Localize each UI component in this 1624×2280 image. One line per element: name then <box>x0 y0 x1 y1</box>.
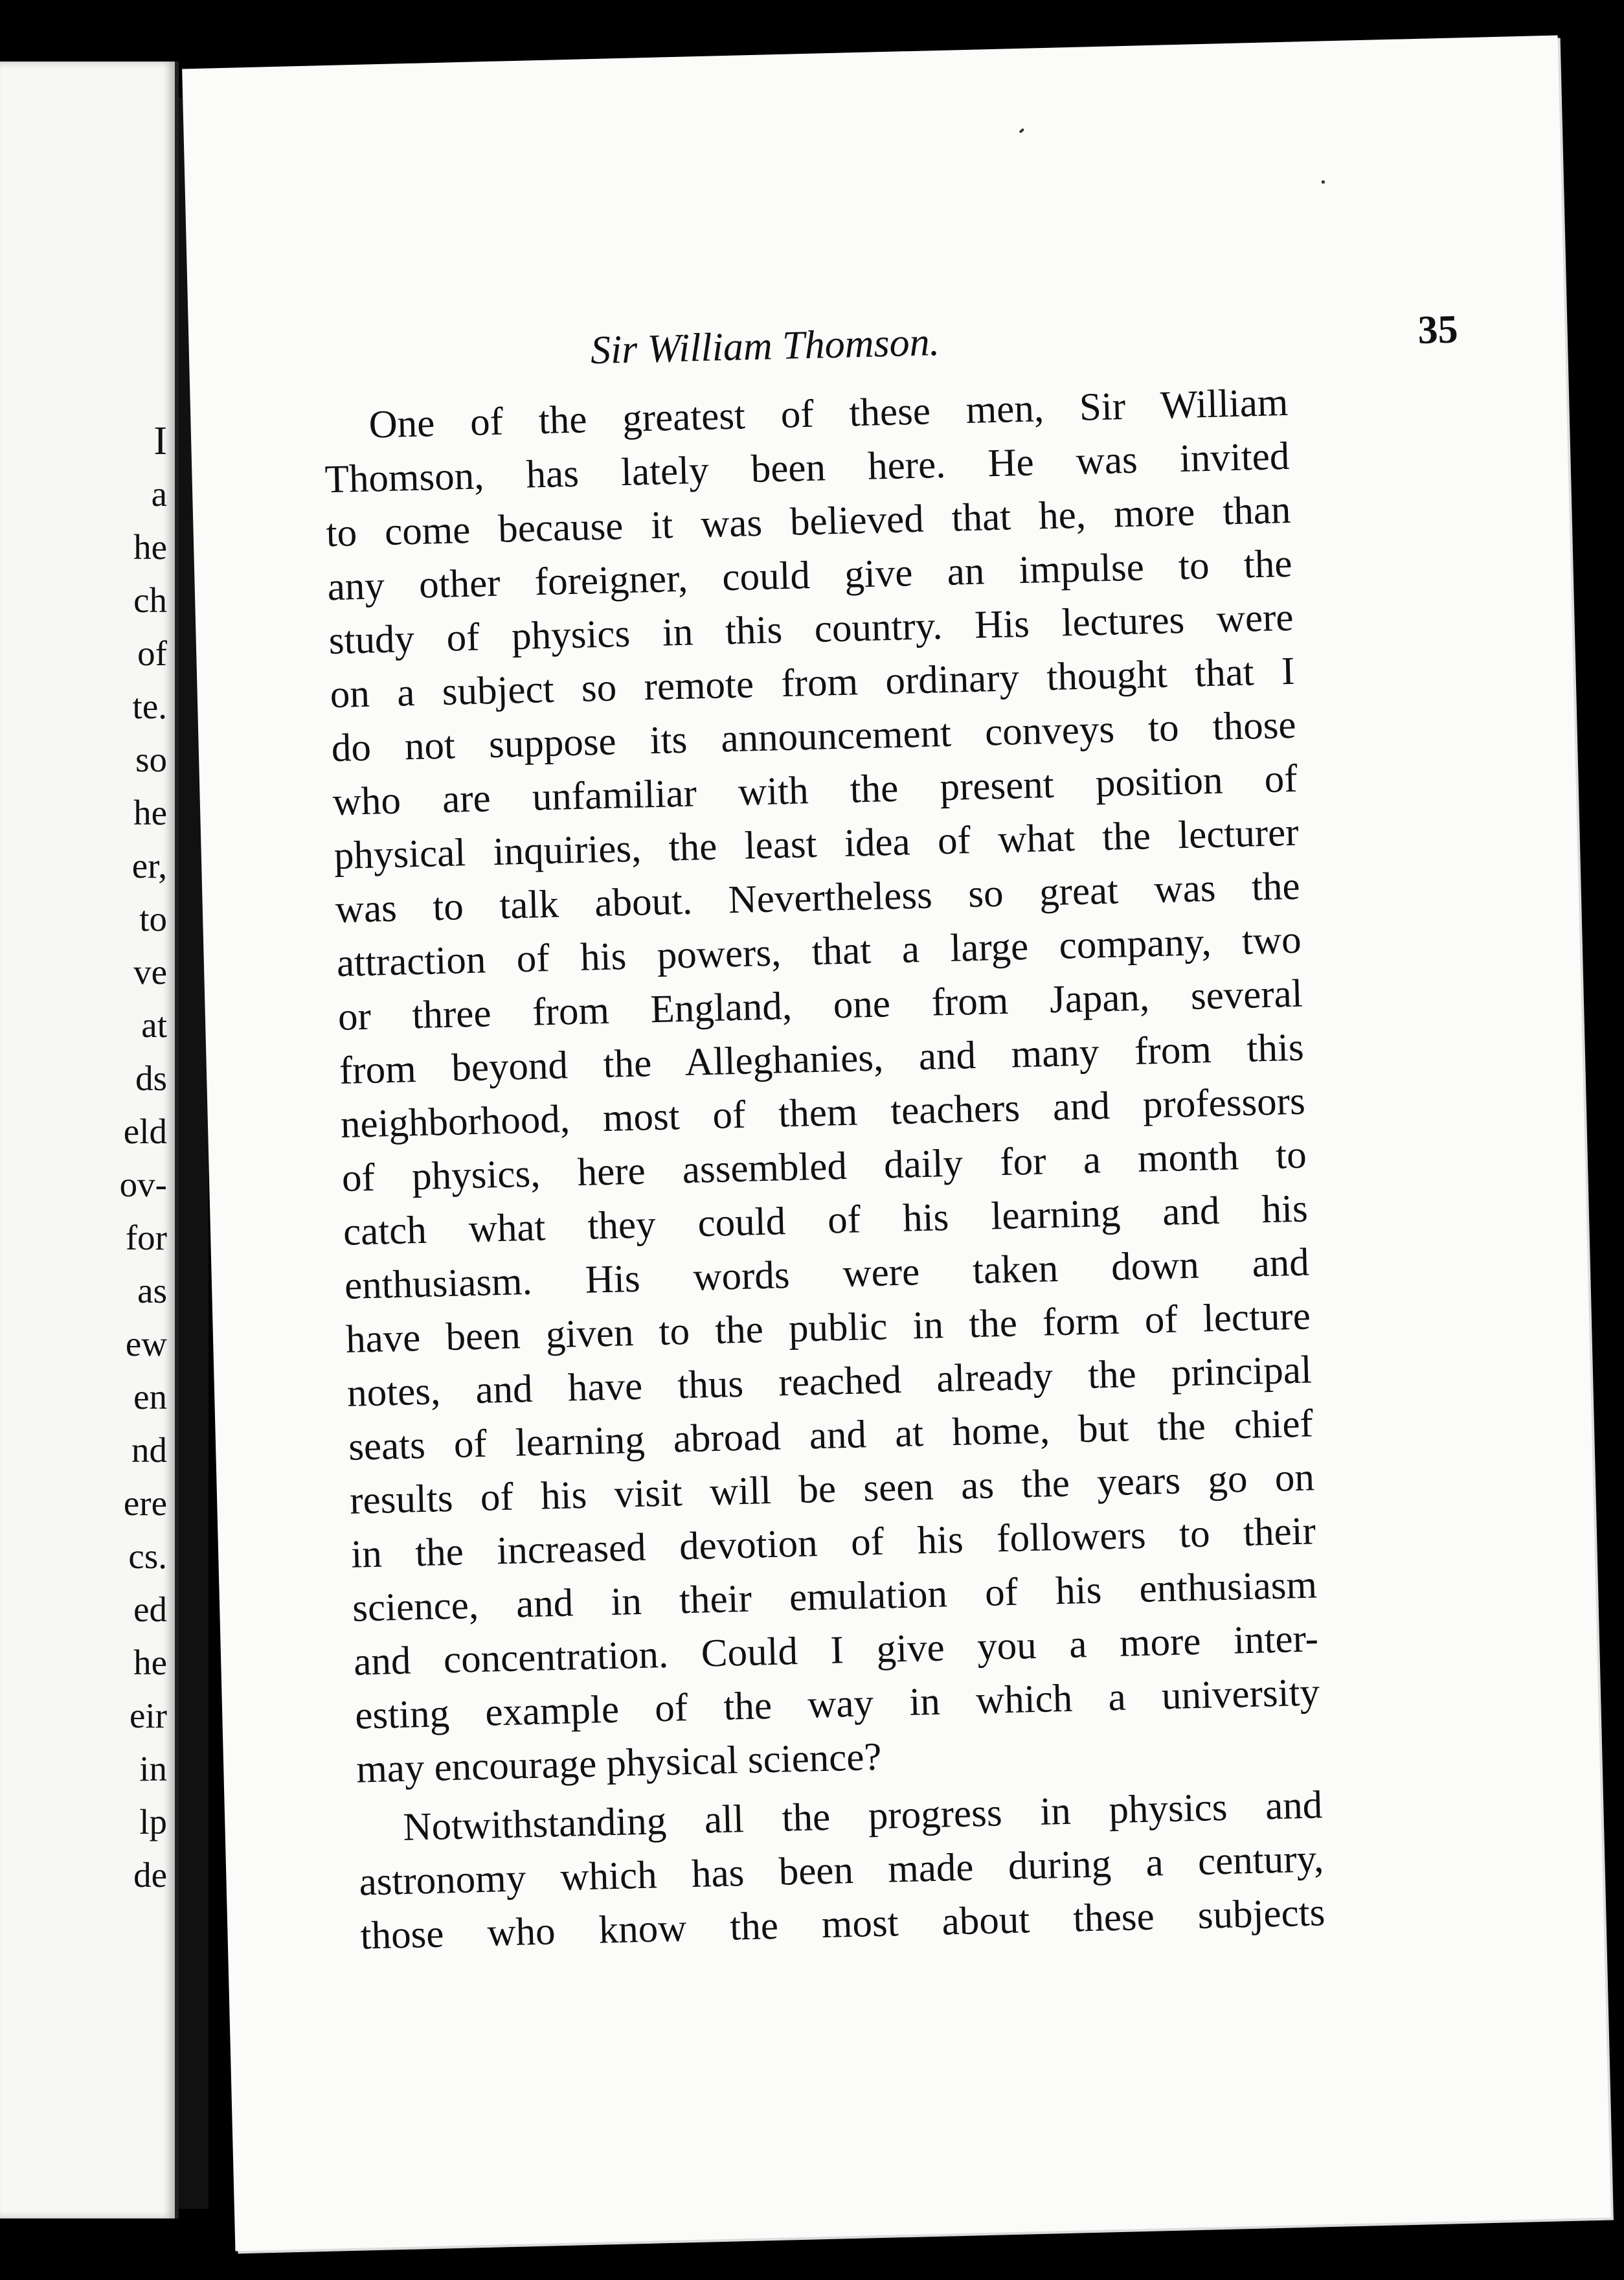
text-line: those who know the most about these subjects <box>359 1891 1326 1958</box>
left-page-fragment: at <box>141 1005 167 1045</box>
text-line: neighborhood, most of them teachers and professors <box>340 1079 1306 1146</box>
left-page-fragment: eir <box>129 1696 167 1735</box>
text-line: on a subject so remote from ordinary thought that I <box>330 649 1296 717</box>
left-page-fragment: as <box>137 1271 167 1310</box>
left-page-fragment: in <box>139 1749 167 1788</box>
left-page-fragment: eld <box>123 1112 167 1151</box>
left-page-fragment: er, <box>131 846 167 885</box>
paragraph <box>357 1778 1326 1963</box>
text-line: physical inquiries, the least idea of what the lecturer <box>333 810 1300 878</box>
text-line: of physics, here assembled daily for a month to <box>341 1133 1307 1200</box>
left-page-fragment: te. <box>132 687 167 726</box>
left-page-fragment: nd <box>131 1430 167 1470</box>
text-line: catch what they could of his learning and his <box>343 1187 1309 1254</box>
left-page-fragment: lp <box>139 1802 167 1841</box>
text-line: do not suppose its announcement conveys to those <box>331 703 1297 771</box>
ink-speck <box>1019 128 1025 133</box>
text-line: may encourage physical science? <box>355 1735 883 1792</box>
text-line: esting example of the way in which a university <box>354 1670 1320 1738</box>
left-page-fragment: of <box>137 633 167 673</box>
text-line: attraction of his powers, that a large company, two <box>336 918 1302 986</box>
left-page-fragment: for <box>125 1218 167 1257</box>
left-page-fragment: ch <box>133 580 167 620</box>
text-line: have been given to the public in the form of lecture <box>345 1294 1311 1362</box>
left-page-fragment: cs. <box>128 1536 167 1576</box>
left-page-fragment: ds <box>135 1058 167 1098</box>
left-page-fragment: I <box>153 419 167 463</box>
text-line: was to talk about. Nevertheless so great was the <box>335 864 1301 932</box>
left-page-fragment: a <box>151 474 167 514</box>
left-page-fragment: ere <box>123 1483 167 1523</box>
book-page <box>182 36 1611 2252</box>
text-line: astronomy which has been made during a century, <box>358 1837 1325 1904</box>
text-line: One of the greatest of these men, Sir William <box>368 380 1289 447</box>
text-line: seats of learning abroad and at home, but the chief <box>348 1402 1314 1469</box>
text-line: who are unfamiliar with the present position of <box>332 757 1298 825</box>
text-line: study of physics in this country. His lectures were <box>328 595 1294 663</box>
left-page-fragment: ve <box>133 952 167 992</box>
left-page-fragment: ew <box>125 1324 167 1363</box>
left-page-fragment: ed <box>133 1590 167 1629</box>
left-page-fragment: so <box>135 740 167 779</box>
left-page-fragment: en <box>133 1377 167 1417</box>
page-number: 35 <box>1417 307 1459 352</box>
text-line: and concentration. Could I give you a more inter- <box>353 1617 1319 1684</box>
text-line: in the increased devotion of his followers to their <box>350 1509 1316 1577</box>
left-page-fragment: to <box>139 899 167 939</box>
text-line: science, and in their emulation of his enthusiasm <box>352 1563 1318 1630</box>
text-line: or three from England, one from Japan, several <box>337 972 1303 1040</box>
text-line: enthusiasm. His words were taken down and <box>344 1240 1310 1308</box>
left-page-fragment: de <box>133 1855 167 1895</box>
paragraph <box>323 376 1322 1797</box>
left-page-fragment: he <box>133 793 167 832</box>
left-page-text-fragments <box>120 415 167 1902</box>
text-line: Thomson, has lately been here. He was invited <box>324 434 1291 502</box>
text-line: Notwithstanding all the progress in physics and <box>402 1783 1323 1849</box>
text-line: notes, and have thus reached already the principal <box>346 1348 1313 1415</box>
left-page-fragment: ov- <box>119 1165 167 1204</box>
running-title: Sir William Thomson. <box>590 320 940 373</box>
left-page-fragment: he <box>133 527 167 567</box>
body-text <box>323 376 1326 1963</box>
text-line: any other foreigner, could give an impulse to the <box>326 542 1293 610</box>
text-line: to come because it was believed that he, more than <box>325 488 1292 556</box>
left-facing-page <box>0 62 179 2218</box>
text-line: from beyond the Alleghanies, and many from this <box>339 1025 1305 1093</box>
text-line: results of his visit will be seen as the years go on <box>349 1455 1315 1523</box>
ink-speck <box>1322 180 1325 183</box>
left-page-fragment: he <box>133 1643 167 1682</box>
running-head <box>590 297 1459 383</box>
